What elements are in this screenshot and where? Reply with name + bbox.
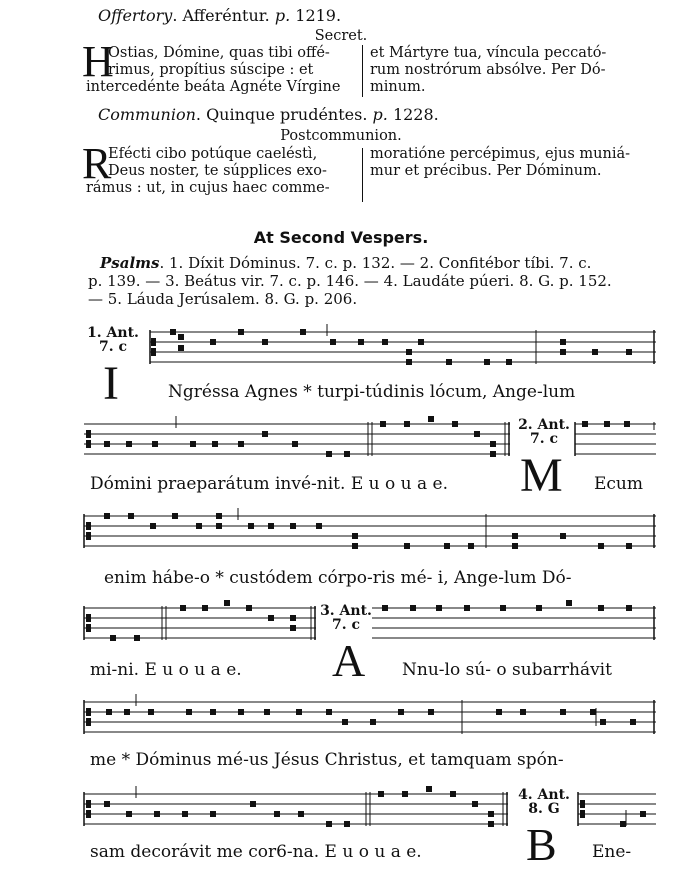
antiphon-1-initial: I [103, 357, 119, 410]
antiphon-2-number: 2. Ant. [518, 417, 570, 433]
postcommunion-heading: Postcommunion. [280, 128, 402, 144]
antiphon-4-label [512, 788, 576, 816]
vespers-heading: At Second Vespers. [253, 228, 429, 247]
secret-left-line-2: rimus, propítius súscipe : et [108, 62, 314, 78]
antiphon-3-mode: 7. c [331, 617, 360, 633]
secret-right-line-2: rum nostrórum absólve. Per Dó- [370, 62, 606, 78]
secret-right-column [370, 45, 650, 96]
secret-divider [362, 45, 363, 97]
staff-5 [0, 690, 682, 750]
secret-left-column [86, 45, 358, 96]
offertory-text: . Afferéntur. [172, 6, 270, 25]
psalms-line-1 [100, 254, 591, 272]
psalms-line-2: p. 139. — 3. Beátus vir. 7. c. p. 146. — 4. Laudáte púeri. 8. G. p. 152. [88, 272, 612, 290]
antiphon-3-initial: A [332, 635, 366, 686]
antiphon-2-mode: 7. c [529, 431, 558, 447]
lyric-line-3: enim hábe-o * custódem córpo-ris mé- i, Ange-lum Dó- [104, 568, 572, 588]
secret-left-line-1: Ostias, Dómine, quas tibi offé- [108, 45, 330, 61]
staff-2 [0, 412, 682, 472]
communion-text: . Quinque prudéntes. [195, 105, 368, 124]
psalms-text-1: . 1. Díxit Dóminus. 7. c. p. 132. — 2. Confitébor tíbi. 7. c. [159, 254, 592, 272]
postcommunion-left-column [86, 146, 358, 197]
communion-label: Communion [98, 105, 196, 124]
antiphon-3-label [316, 604, 376, 632]
postcommunion-initial: R [82, 139, 112, 188]
antiphon-4-number: 4. Ant. [518, 787, 570, 803]
lyric-line-5: me * Dóminus mé-us Jésus Christus, et tamquam spón- [90, 750, 564, 770]
antiphon-1-mode: 7. c [98, 339, 127, 355]
antiphon-3-number: 3. Ant. [320, 603, 372, 619]
antiphon-4-initial: B [526, 819, 557, 870]
offertory-label: Offertory [98, 6, 173, 25]
secret-initial: H [82, 37, 114, 86]
lyric-line-6: sam decorávit me cor6-na. E u o u a e. [90, 842, 422, 862]
postcommunion-right-column [370, 146, 650, 180]
postcommunion-left-line-3: rámus : ut, in cujus haec comme- [86, 180, 330, 196]
antiphon-2-label [512, 418, 576, 446]
secret-heading: Secret. [314, 28, 368, 44]
psalms-label: Psalms [100, 254, 160, 272]
communion-page-number: 1228. [392, 105, 439, 124]
psalms-line-3: — 5. Láuda Jerúsalem. 8. G. p. 206. [88, 290, 358, 308]
postcommunion-left-line-1: Efécti cibo potúque caeléstì, [108, 146, 318, 162]
staff-6 [0, 782, 682, 842]
postcommunion-right-line-2: mur et précibus. Per Dóminum. [370, 163, 602, 179]
antiphon-4-mode: 8. G [528, 801, 560, 817]
postcommunion-right-line-1: moratióne percépimus, ejus muniá- [370, 146, 631, 162]
communion-line [98, 105, 439, 124]
communion-page: p. [372, 105, 388, 124]
antiphon-1-number: 1. Ant. [87, 325, 139, 341]
staff-3 [0, 504, 682, 564]
offertory-line [98, 6, 341, 25]
lyric-line-6b: Ene- [592, 842, 632, 862]
offertory-page: p. [274, 6, 291, 25]
offertory-page-number: 1219. [295, 6, 342, 25]
lyric-line-4: mi-ni. E u o u a e. [90, 660, 242, 680]
secret-right-line-1: et Mártyre tua, víncula peccató- [370, 45, 607, 61]
antiphon-2-initial: M [520, 449, 563, 502]
secret-right-line-3: minum. [370, 79, 426, 95]
secret-left-line-3: intercedénte beáta Agnéte Vírgine [86, 79, 341, 95]
lyric-line-2: Dómini praeparátum invé-nit. E u o u a e. [90, 474, 448, 494]
lyric-line-4b: Nnu-lo sú- o subarrhávit [402, 660, 612, 680]
postcommunion-divider [362, 148, 363, 202]
lyric-line-1: Ngréssa Agnes * turpi-túdinis lócum, Angе-lum [168, 382, 576, 402]
lyric-line-2b: Ecum [594, 474, 643, 494]
postcommunion-left-line-2: Deus noster, te súpplices exo- [108, 163, 327, 179]
